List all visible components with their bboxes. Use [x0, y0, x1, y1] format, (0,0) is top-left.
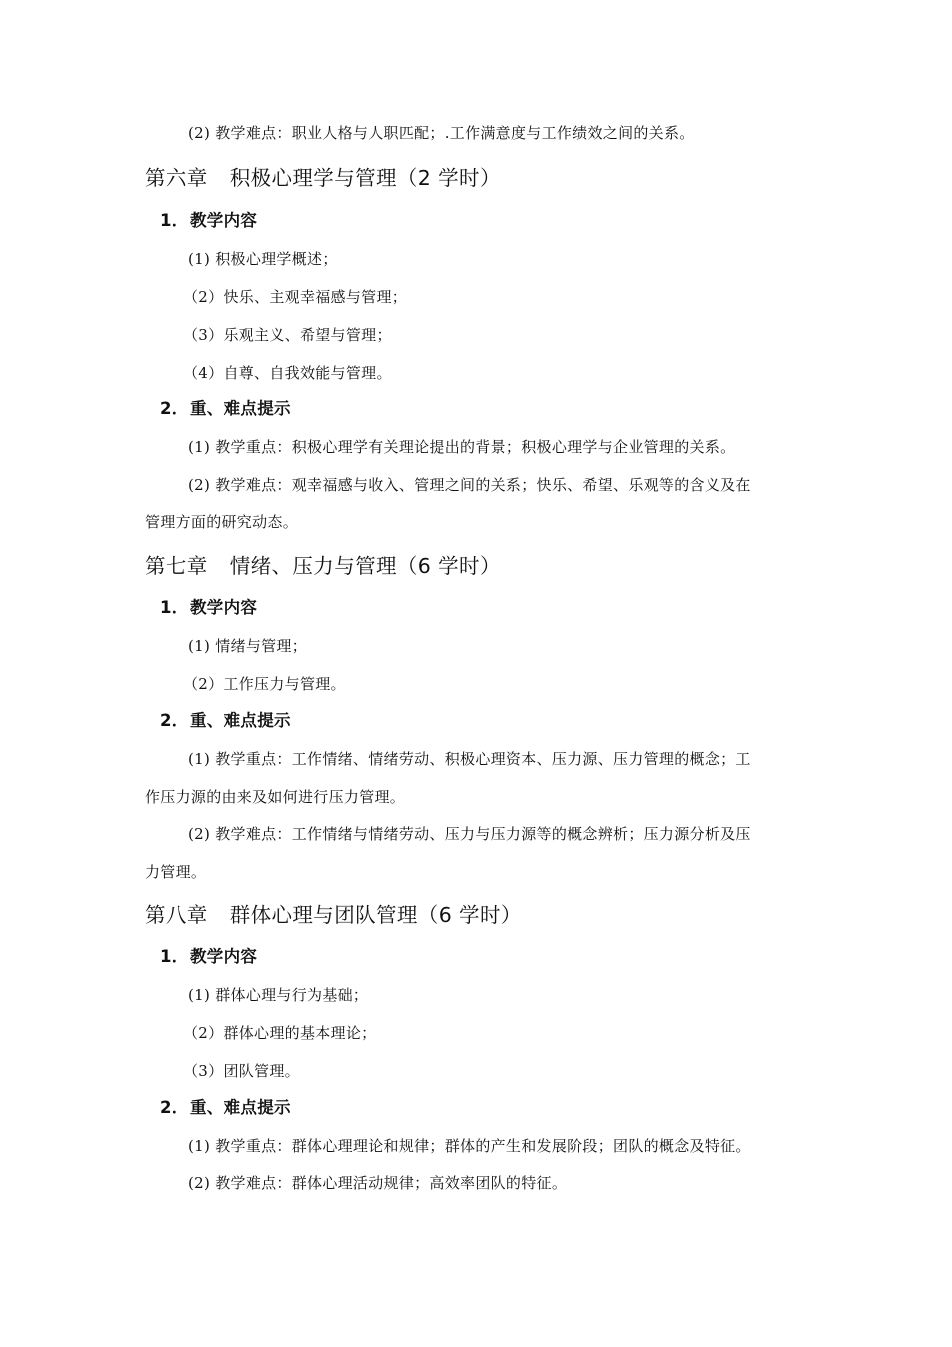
- section-heading: [160, 1097, 291, 1119]
- list-item: （2）群体心理的基本理论；: [183, 1024, 377, 1042]
- section-number: 1．: [160, 211, 189, 230]
- list-item: （2）工作压力与管理。: [183, 675, 346, 693]
- paragraph-line: 力管理。: [145, 863, 207, 881]
- section-number: 2．: [160, 711, 189, 730]
- paragraph-line: (2) 教学难点：职业人格与人职匹配；.工作满意度与工作绩效之间的关系。: [188, 124, 695, 142]
- list-item: （4）自尊、自我效能与管理。: [183, 364, 392, 382]
- paragraph-line: (2) 教学难点：工作情绪与情绪劳动、压力与压力源等的概念辨析；压力源分析及压: [188, 825, 751, 843]
- paragraph-line: 管理方面的研究动态。: [145, 513, 299, 531]
- chapter-title: 情绪、压力与管理（6 学时）: [229, 554, 501, 578]
- paragraph-line: (2) 教学难点：观幸福感与收入、管理之间的关系；快乐、希望、乐观等的含义及在: [188, 476, 751, 494]
- chapter-title: 群体心理与团队管理（6 学时）: [229, 903, 522, 927]
- paragraph-line: (2) 教学难点：群体心理活动规律；高效率团队的特征。: [188, 1174, 568, 1192]
- paragraph-line: (1) 教学重点：群体心理理论和规律；群体的产生和发展阶段；团队的概念及特征。: [188, 1137, 751, 1155]
- paragraph-line: (1) 教学重点：积极心理学有关理论提出的背景；积极心理学与企业管理的关系。: [188, 438, 736, 456]
- section-number: 1．: [160, 598, 189, 617]
- chapter-heading: [145, 901, 522, 929]
- section-heading: [160, 210, 257, 232]
- chapter-number: 第六章: [145, 166, 208, 190]
- section-title: 重、难点提示: [190, 1098, 291, 1117]
- list-item: （3）乐观主义、希望与管理；: [183, 326, 392, 344]
- section-heading: [160, 946, 257, 968]
- paragraph-line: (1) 教学重点：工作情绪、情绪劳动、积极心理资本、压力源、压力管理的概念；工: [188, 750, 751, 768]
- paragraph-line: 作压力源的由来及如何进行压力管理。: [145, 788, 406, 806]
- list-item: (1) 情绪与管理；: [188, 637, 308, 655]
- chapter-heading: [145, 164, 501, 192]
- chapter-heading: [145, 552, 501, 580]
- section-title: 教学内容: [190, 598, 258, 617]
- section-heading: [160, 710, 291, 732]
- section-title: 教学内容: [190, 211, 258, 230]
- section-number: 2．: [160, 1098, 189, 1117]
- section-heading: [160, 398, 291, 420]
- section-number: 2．: [160, 399, 189, 418]
- section-title: 重、难点提示: [190, 711, 291, 730]
- chapter-number: 第七章: [145, 554, 208, 578]
- section-number: 1．: [160, 947, 189, 966]
- section-title: 教学内容: [190, 947, 258, 966]
- chapter-number: 第八章: [145, 903, 208, 927]
- section-heading: [160, 597, 257, 619]
- list-item: （2）快乐、主观幸福感与管理；: [183, 288, 408, 306]
- list-item: (1) 积极心理学概述；: [188, 250, 338, 268]
- list-item: （3）团队管理。: [183, 1062, 300, 1080]
- list-item: (1) 群体心理与行为基础；: [188, 986, 369, 1004]
- chapter-title: 积极心理学与管理（2 学时）: [229, 166, 501, 190]
- section-title: 重、难点提示: [190, 399, 291, 418]
